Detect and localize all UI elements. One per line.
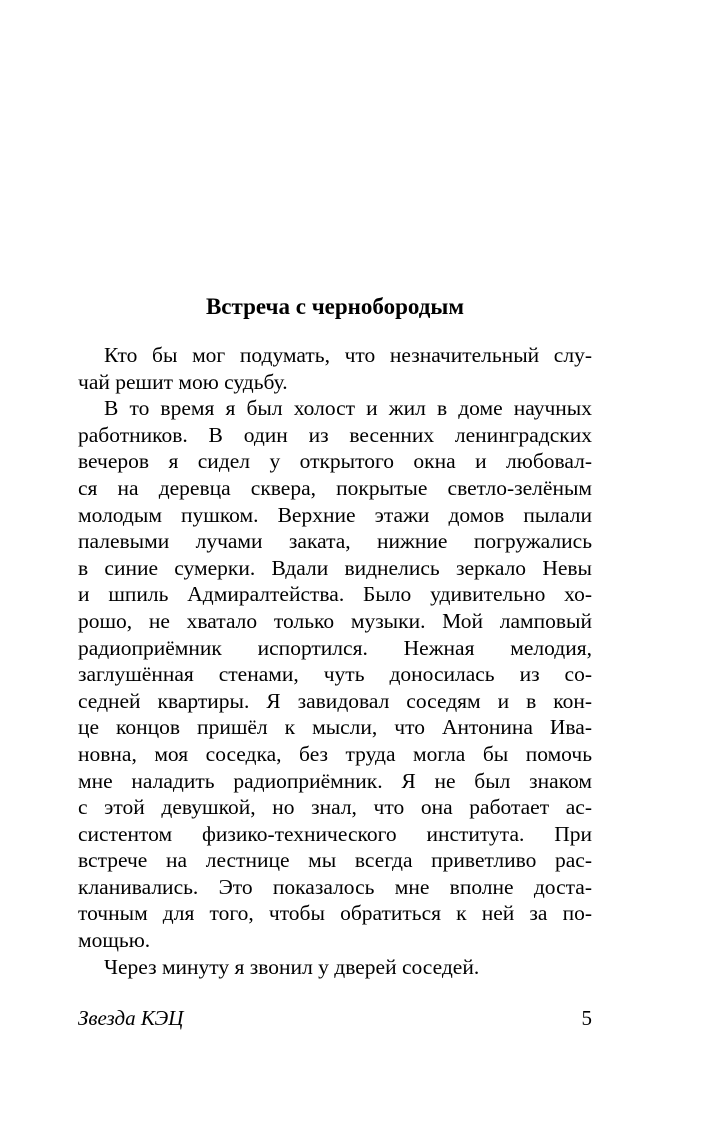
text-line: рошо, не хватало только музыки. Мой ламповый [78, 608, 592, 633]
paragraph [78, 954, 592, 981]
text-line: палевыми лучами заката, нижние погружались [78, 529, 592, 554]
text-line: точным для того, чтобы обратиться к ней за по- [78, 901, 592, 926]
running-title: Звезда КЭЦ [78, 1006, 184, 1030]
text-line: це концов пришёл к мысли, что Антонина Ива- [78, 715, 592, 740]
chapter-title: Встреча с чернобородым [205, 294, 465, 319]
text-line: систентом физико-технического института. При [78, 821, 592, 846]
text-line: встрече на лестнице мы всегда приветливо рас- [78, 848, 592, 873]
text-line: молодым пушком. Верхние этажи домов пылали [78, 502, 592, 527]
text-line: Через минуту я звонил у дверей соседей. [104, 954, 480, 979]
text-line: вечеров я сидел у открытого окна и любовал- [78, 449, 592, 474]
text-line: мне наладить радиоприёмник. Я не был знаком [78, 768, 592, 793]
text-line: мощью. [78, 928, 151, 953]
text-line: в синие сумерки. Вдали виднелись зеркало Невы [78, 555, 592, 580]
text-line: работников. В один из весенних ленинградских [78, 422, 592, 447]
paragraph [78, 342, 592, 395]
text-line: чай решит мою судьбу. [78, 369, 288, 394]
text-line: В то время я был холост и жил в доме научных [104, 396, 592, 421]
text-line: Кто бы мог подумать, что незначительный слу- [104, 343, 592, 367]
text-line: ся на деревца сквера, покрытые светло-зелёным [78, 475, 592, 500]
text-line: радиоприёмник испортился. Нежная мелодия, [78, 635, 592, 660]
page-number: 5 [581, 1006, 592, 1030]
paragraph [78, 395, 592, 953]
text-line: кланивались. Это показалось мне вполне доста- [78, 874, 592, 899]
text-line: седней квартиры. Я завидовал соседям и в кон- [78, 688, 592, 713]
text-line: новна, моя соседка, без труда могла бы помочь [78, 741, 592, 766]
chapter-body [78, 342, 592, 980]
text-line: с этой девушкой, но знал, что она работает ас- [78, 795, 592, 820]
text-line: и шпиль Адмиралтейства. Было удивительно хо- [78, 582, 592, 607]
text-line: заглушённая стенами, чуть доносилась из со- [78, 662, 592, 687]
